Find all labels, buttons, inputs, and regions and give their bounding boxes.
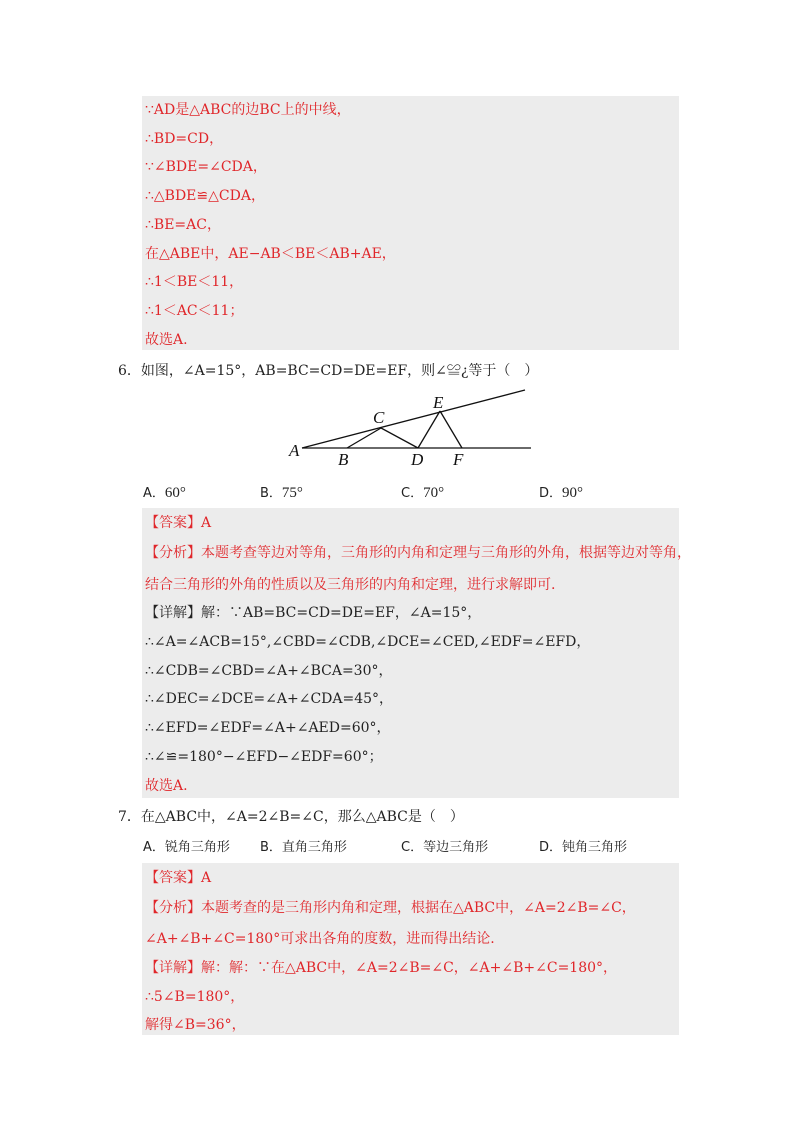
detail-line: ∴∠CDB=∠CBD=∠A+∠BCA=30°， xyxy=(145,663,393,679)
option-value: 75° xyxy=(281,485,303,501)
ray-ae xyxy=(302,390,525,448)
option-value: 70° xyxy=(423,485,445,501)
option-letter: B． xyxy=(260,840,282,855)
label-d: D xyxy=(411,450,424,466)
detail-line: 【详解】解：解：∵在△ABC中，∠A=2∠B=∠C，∠A+∠B+∠C=180°， xyxy=(145,960,618,976)
solution-line: ∵∠BDE=∠CDA， xyxy=(145,159,267,175)
option-value: 60° xyxy=(164,485,186,501)
option-value: 锐角三角形 xyxy=(164,840,230,855)
option-a[interactable] xyxy=(143,839,230,857)
segment-bc xyxy=(347,428,381,448)
solution-block-7 xyxy=(142,863,679,1035)
solution-line: ∴1＜AC＜11； xyxy=(145,303,244,319)
detail-line: 故选A. xyxy=(145,778,188,794)
solution-line: 在△ABE中，AE−AB＜BE＜AB+AE， xyxy=(145,246,396,262)
option-b[interactable] xyxy=(260,839,347,857)
label-c: C xyxy=(373,408,385,427)
analysis-line: 【分析】本题考查的是三角形内角和定理，根据在△ABC中，∠A=2∠B=∠C， xyxy=(145,900,636,916)
option-letter: C． xyxy=(401,840,424,855)
solution-line: ∵AD是△ABC的边BC上的中线， xyxy=(145,102,351,118)
label-a: A xyxy=(289,441,300,460)
solution-line: ∴1＜BE＜11， xyxy=(145,274,244,290)
solution-line: 故选A. xyxy=(145,332,188,348)
option-a[interactable] xyxy=(143,484,186,503)
detail-line: ∴5∠B=180°， xyxy=(145,989,245,1005)
segment-ef xyxy=(440,411,462,448)
answer-line: 【答案】A xyxy=(145,515,212,531)
option-letter: A． xyxy=(143,840,165,855)
solution-line: ∴BE=AC， xyxy=(145,217,221,233)
option-value: 钝角三角形 xyxy=(562,840,628,855)
label-b: B xyxy=(338,450,349,466)
detail-line: ∴∠EFD=∠EDF=∠A+∠AED=60°， xyxy=(145,720,391,736)
option-value: 90° xyxy=(562,485,584,501)
question-7-stem: 7．在△ABC中，∠A=2∠B=∠C，那么△ABC是（ ） xyxy=(118,809,464,825)
analysis-line: 【分析】本题考查等边对等角，三角形的内角和定理与三角形的外角，根据等边对等角， xyxy=(145,545,691,561)
label-e: E xyxy=(433,393,444,412)
detail-line: ∴∠A=∠ACB=15°,∠CBD=∠CDB,∠DCE=∠CED,∠EDF=∠EFD， xyxy=(145,634,591,650)
option-letter: C． xyxy=(401,486,424,501)
option-b[interactable] xyxy=(260,484,303,503)
option-d[interactable] xyxy=(539,839,627,857)
analysis-line: 结合三角形的外角的性质以及三角形的内角和定理，进行求解即可. xyxy=(145,577,556,593)
option-value: 等边三角形 xyxy=(423,840,489,855)
option-value: 直角三角形 xyxy=(281,840,347,855)
option-letter: D． xyxy=(539,840,563,855)
question-6-stem: 6．如图，∠A=15°，AB=BC=CD=DE=EF，则∠≌¿等于（ ） xyxy=(118,363,539,379)
option-c[interactable] xyxy=(401,484,444,503)
solution-line: ∴BD=CD， xyxy=(145,131,224,147)
detail-line: 解得∠B=36°， xyxy=(145,1017,246,1033)
option-c[interactable] xyxy=(401,839,488,857)
option-letter: D． xyxy=(539,486,563,501)
option-letter: B． xyxy=(260,486,282,501)
label-f: F xyxy=(453,450,464,466)
segment-cd xyxy=(381,428,418,448)
answer-line: 【答案】A xyxy=(145,870,212,886)
option-letter: A． xyxy=(143,486,165,501)
detail-line: ∴∠DEC=∠DCE=∠A+∠CDA=45°， xyxy=(145,691,394,707)
detail-line: ∴∠≌=180°−∠EFD−∠EDF=60°； xyxy=(145,749,383,765)
detail-line: 【详解】解：∵AB=BC=CD=DE=EF，∠A=15°， xyxy=(145,605,482,621)
question-6-figure xyxy=(285,386,545,466)
analysis-line: ∠A+∠B+∠C=180°可求出各角的度数，进而得出结论. xyxy=(145,931,495,947)
option-d[interactable] xyxy=(539,484,583,503)
solution-line: ∴△BDE≌△CDA， xyxy=(145,188,265,204)
